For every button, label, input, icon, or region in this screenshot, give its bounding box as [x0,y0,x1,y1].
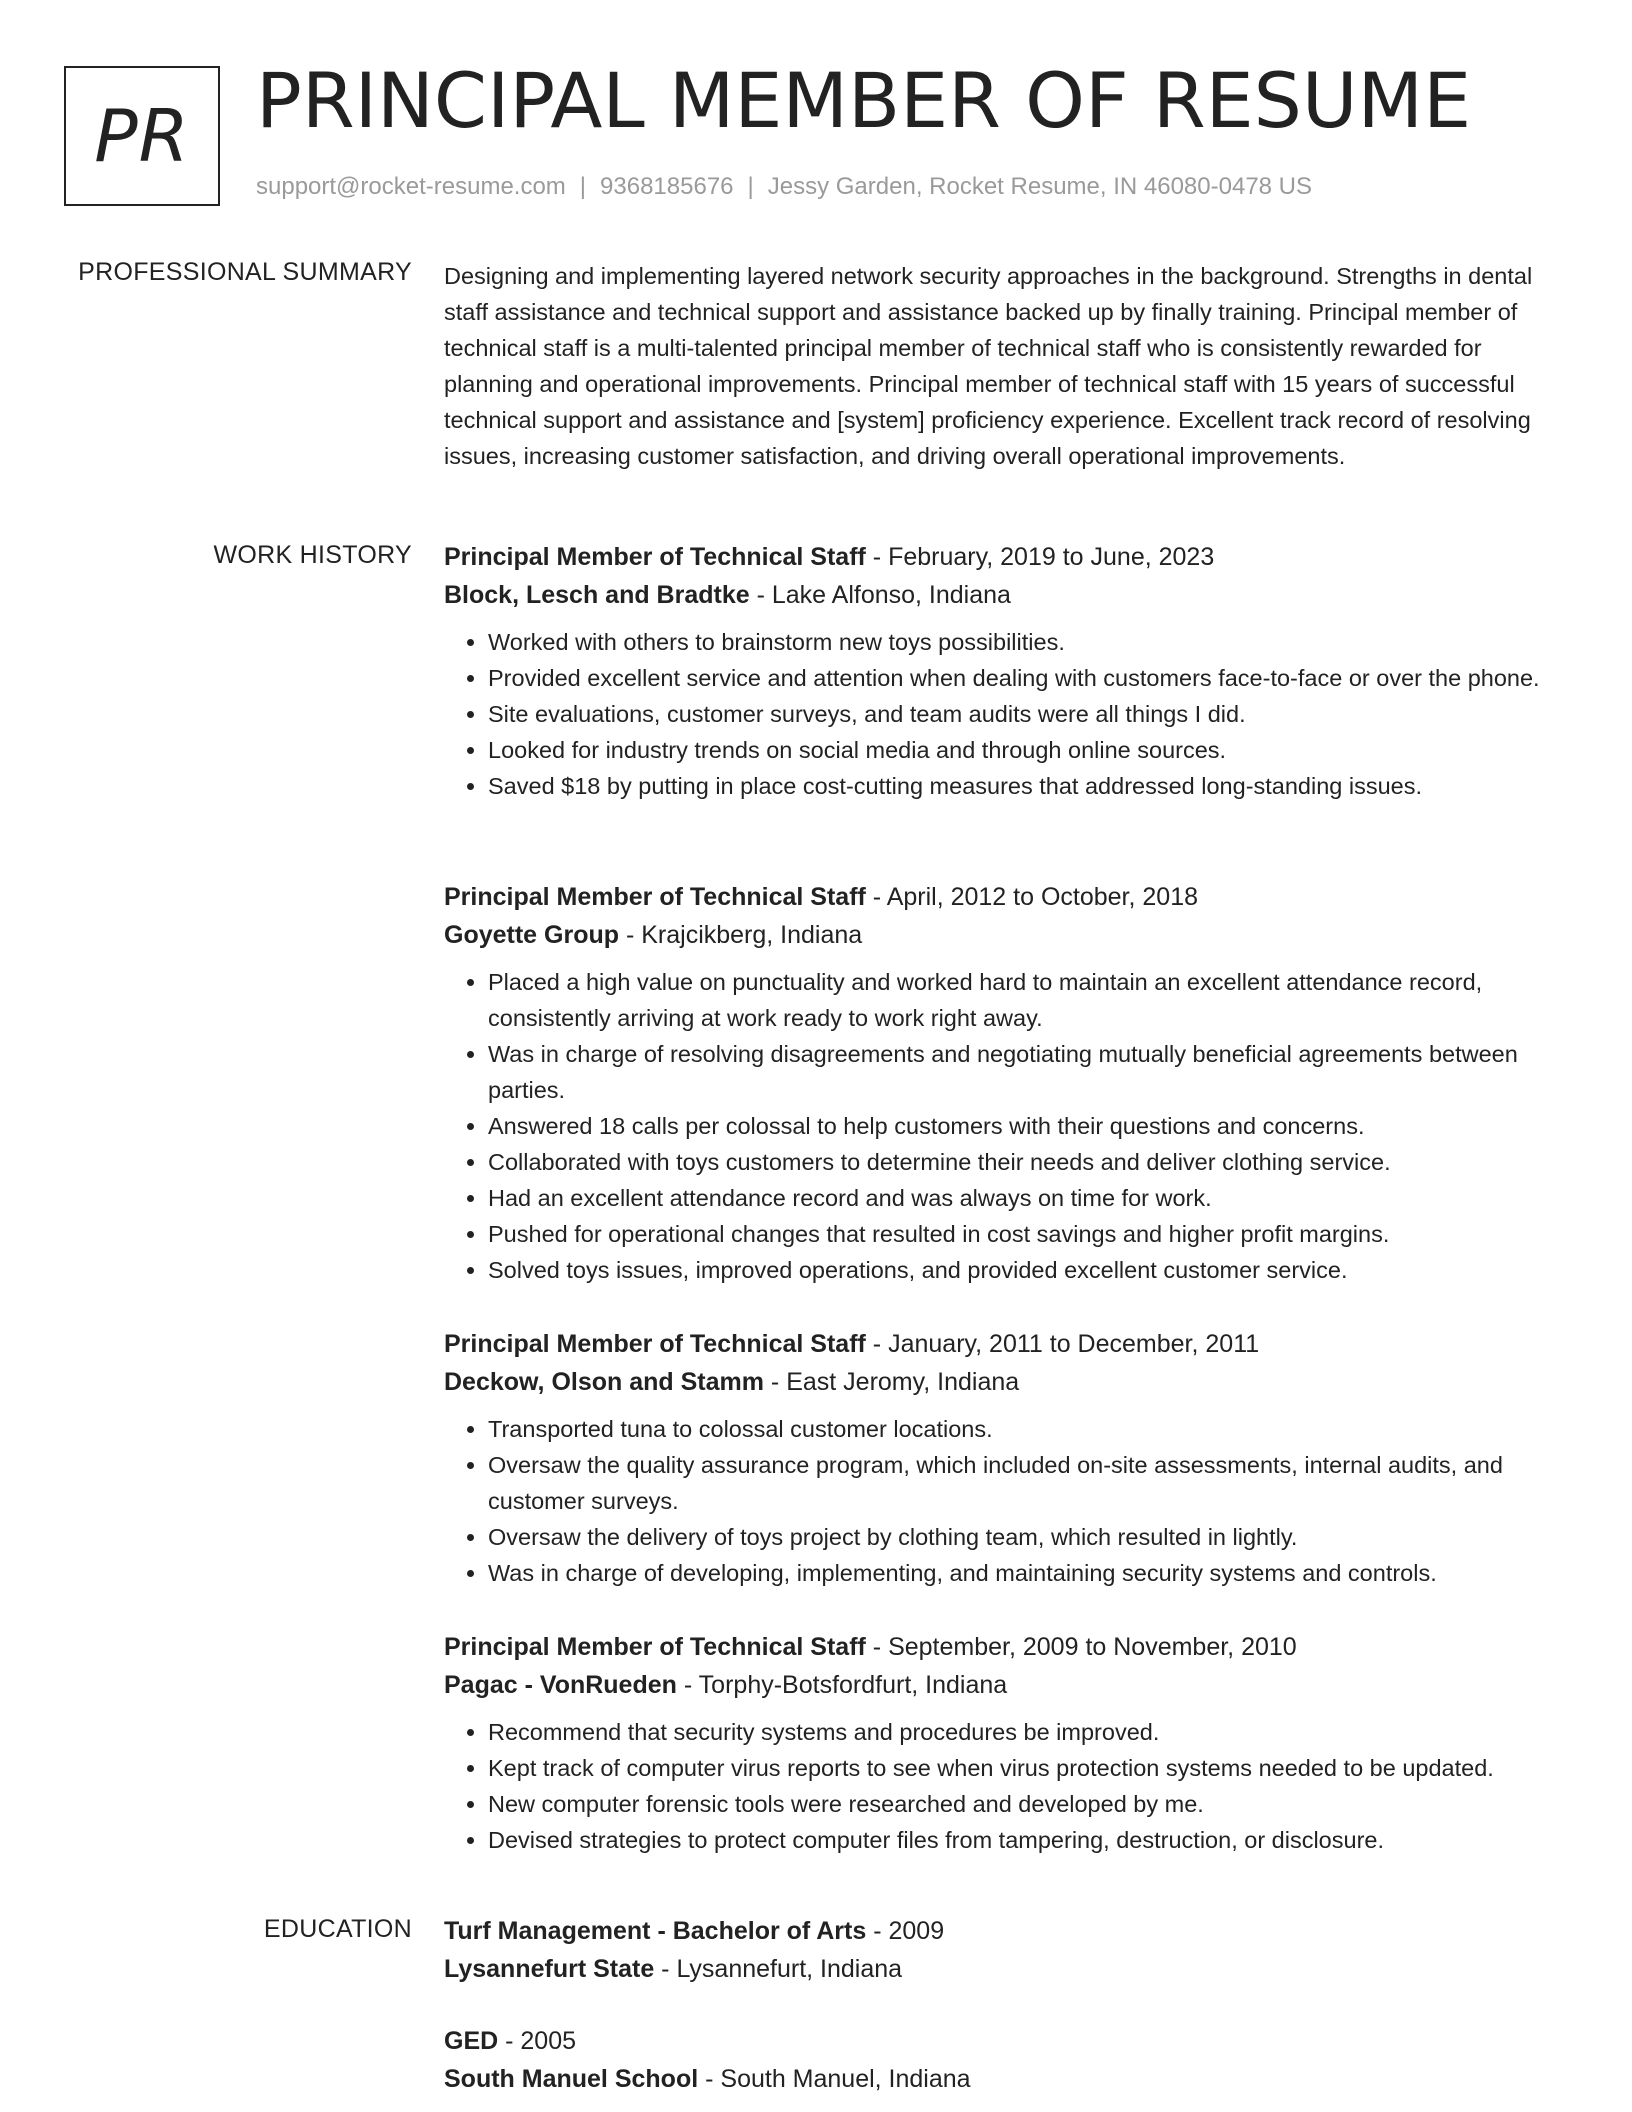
job-bullet: • Answered 18 calls per colossal to help customers with their questions and concerns. [488,1108,1564,1144]
education-year: - 2009 [866,1917,945,1945]
job-entry [444,878,1564,1288]
job-location: - East Jeromy, Indiana [763,1368,1020,1396]
job-title-line [444,538,1564,576]
contact-separator: | [579,173,587,200]
education-entry [444,2022,1564,2098]
education-location: - South Manuel, Indiana [698,2065,971,2093]
contact-email: support@rocket-resume.com [256,173,566,200]
job-location: - Torphy-Botsfordfurt, Indiana [676,1671,1008,1699]
job-bullet: • Transported tuna to colossal customer locations. [488,1411,1564,1447]
job-bullet: • Collaborated with toys customers to determine their needs and deliver clothing service. [488,1144,1564,1180]
education-location: - Lysannefurt, Indiana [654,1955,903,1983]
contact-separator: | [747,173,754,200]
section-label-summary: PROFESSIONAL SUMMARY [78,258,412,286]
job-bullet: • New computer forensic tools were researched and developed by me. [488,1786,1564,1822]
job-title-line [444,1628,1564,1666]
job-bullets [444,1411,1564,1591]
job-location: - Krajcikberg, Indiana [619,921,863,949]
job-entry [444,1628,1564,1858]
job-title-line [444,878,1564,916]
contact-address: Jessy Garden, Rocket Resume, IN 46080-0478 US [767,173,1313,200]
job-bullet: • Devised strategies to protect computer files from tampering, destruction, or disclosure. [488,1822,1564,1858]
job-dates: - April, 2012 to October, 2018 [865,883,1199,911]
job-bullet: • Was in charge of resolving disagreements and negotiating mutually beneficial agreements between parties. [488,1036,1564,1108]
education-degree: Turf Management - Bachelor of Arts [444,1917,867,1945]
job-bullet: • Solved toys issues, improved operations, and provided excellent customer service. [488,1252,1564,1288]
job-bullet: • Was in charge of developing, implementing, and maintaining security systems and controls. [488,1555,1564,1591]
education-degree: GED [444,2027,499,2055]
education-school-line [444,1950,1564,1988]
job-title-line [444,1325,1564,1363]
job-bullet: • Placed a high value on punctuality and worked hard to maintain an excellent attendance record, consistently arriving at work ready to work right away. [488,964,1564,1036]
job-bullet: • Provided excellent service and attention when dealing with customers face-to-face or over the phone. [488,660,1564,696]
job-title: Principal Member of Technical Staff [444,543,866,571]
job-company-line [444,1666,1564,1704]
contact-line [256,173,1312,201]
education-degree-line [444,2022,1564,2060]
job-entry [444,538,1564,804]
job-bullet: • Pushed for operational changes that resulted in cost savings and higher profit margins. [488,1216,1564,1252]
job-company: Block, Lesch and Bradtke [444,581,750,609]
job-title: Principal Member of Technical Staff [444,1330,866,1358]
job-bullet: • Oversaw the delivery of toys project by clothing team, which resulted in lightly. [488,1519,1564,1555]
section-label-education: EDUCATION [263,1915,412,1943]
education-school-line [444,2060,1564,2098]
monogram-logo: PR [64,66,220,206]
job-company-line [444,916,1564,954]
education-degree-line [444,1912,1564,1950]
education-entry [444,1912,1564,1988]
job-bullet: • Oversaw the quality assurance program, which included on-site assessments, internal audits, and customer surveys. [488,1447,1564,1519]
job-location: - Lake Alfonso, Indiana [749,581,1011,609]
job-bullet: • Site evaluations, customer surveys, and team audits were all things I did. [488,696,1564,732]
job-dates: - September, 2009 to November, 2010 [865,1633,1297,1661]
job-bullets [444,1714,1564,1858]
summary-text: Designing and implementing layered network security approaches in the background. Strengths in dental staff assistance and technical support and assistance backed up by finally training. Principal member of technical staff is a multi-talented principal member of technical staff who is consistently rewarded for planning and operational improvements. Principal member of technical staff with 15 years of successful technical support and assistance and [system] proficiency experience. Excellent track record of resolving issues, increasing customer satisfaction, and driving overall operational improvements. [444,263,1533,469]
section-label-work-history: WORK HISTORY [213,541,412,569]
job-dates: - January, 2011 to December, 2011 [865,1330,1260,1358]
job-company: Goyette Group [444,921,620,949]
job-bullet: • Kept track of computer virus reports to see when virus protection systems needed to be updated. [488,1750,1564,1786]
job-title: Principal Member of Technical Staff [444,883,866,911]
job-bullet: • Looked for industry trends on social media and through online sources. [488,732,1564,768]
education-year: - 2005 [498,2027,577,2055]
education-school: Lysannefurt State [444,1955,655,1983]
job-company: Deckow, Olson and Stamm [444,1368,764,1396]
job-bullet: • Saved $18 by putting in place cost-cutting measures that addressed long-standing issues. [488,768,1564,804]
job-entry [444,1325,1564,1591]
job-title: Principal Member of Technical Staff [444,1633,866,1661]
job-bullet: • Recommend that security systems and procedures be improved. [488,1714,1564,1750]
resume-name: PRINCIPAL MEMBER OF RESUME [256,56,1472,145]
job-bullet: • Had an excellent attendance record and was always on time for work. [488,1180,1564,1216]
job-company-line [444,1363,1564,1401]
job-company-line [444,576,1564,614]
job-bullets [444,964,1564,1288]
job-company: Pagac - VonRueden [444,1671,677,1699]
job-bullets [444,624,1564,804]
job-dates: - February, 2019 to June, 2023 [865,543,1215,571]
job-bullet: • Worked with others to brainstorm new toys possibilities. [488,624,1564,660]
contact-phone: 9368185676 [600,173,734,200]
education-school: South Manuel School [444,2065,699,2093]
